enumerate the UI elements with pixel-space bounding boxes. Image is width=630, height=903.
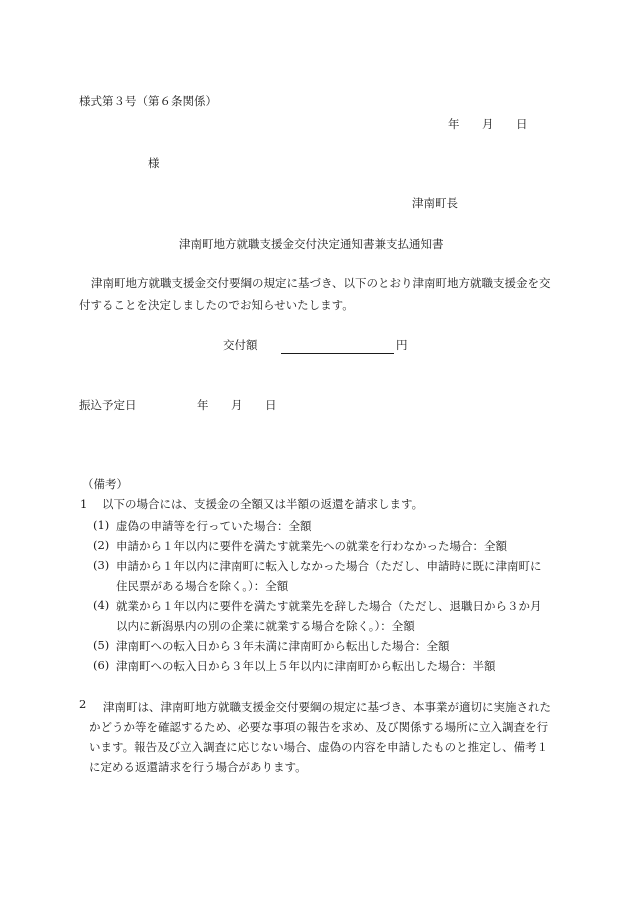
transfer-day-label: 日 [265, 398, 277, 412]
issuer: 津南町長 [412, 196, 458, 210]
transfer-date-label: 振込予定日 [79, 398, 137, 412]
amount-label: 交付額 [223, 338, 258, 352]
subitem-6-text: 津南町への転入日から３年以上５年以内に津南町から転出した場合：半額 [116, 659, 496, 673]
document-title: 津南町地方就職支援金交付決定通知書兼支払通知書 [179, 237, 444, 251]
amount-underline [281, 353, 394, 354]
subitem-6-number: (6) [93, 658, 110, 672]
subitem-4-number: (4) [93, 598, 110, 612]
subitem-2-text: 申請から１年以内に要件を満たす就業先への就業を行わなかった場合：全額 [116, 539, 507, 553]
recipient-suffix: 様 [148, 156, 160, 170]
subitem-5-number: (5) [93, 638, 110, 652]
subitem-5-text: 津南町への転入日から３年未満に津南町から転出した場合：全額 [116, 639, 450, 653]
transfer-year-label: 年 [197, 398, 209, 412]
subitem-3-text-line-2: 住民票がある場合を除く。）：全額 [116, 579, 289, 593]
subitem-3-text-line-1: 申請から１年以内に津南町に転入しなかった場合（ただし、申請時に既に津南町に [116, 559, 542, 573]
intro-paragraph: 津南町地方就職支援金交付要綱の規定に基づき、以下のとおり津南町地方就職支援金を交付することを決定しましたのでお知らせいたします。 [79, 276, 551, 312]
subitem-1-text: 虚偽の申請等を行っていた場合：全額 [116, 519, 312, 533]
note-1-number: 1 [80, 497, 88, 511]
subitem-4-text-line-1: 就業から１年以内に要件を満たす就業先を辞した場合（ただし、退職日から３か月 [116, 599, 542, 613]
transfer-month-label: 月 [231, 398, 243, 412]
notes-heading: （備考） [82, 477, 128, 491]
subitem-4-text-line-2: 以内に新潟県内の別の企業に就業する場合を除く。）：全額 [116, 619, 415, 633]
amount-unit: 円 [396, 338, 408, 352]
date-year-label: 年 [448, 117, 460, 131]
note-2-number: 2 [79, 697, 87, 711]
subitem-2-number: (2) [93, 538, 110, 552]
date-month-label: 月 [482, 117, 494, 131]
subitem-1-number: (1) [93, 518, 110, 532]
subitem-3-number: (3) [93, 558, 110, 572]
form-number: 様式第３号（第６条関係） [79, 94, 217, 108]
note-2-text: 津南町は、津南町地方就職支援金交付要綱の規定に基づき、本事業が適切に実施されたかどうか等を確認するため、必要な事項の報告を求め、及び関係する場所に立入調査を行います。報告及び立入調査に応じない場合、虚偽の内容を申請したものと推定し、備考１に定める返還請求を行う場合があります。 [89, 700, 552, 774]
date-day-label: 日 [516, 117, 528, 131]
note-1-text: 以下の場合には、支援金の全額又は半額の返還を請求します。 [102, 497, 424, 511]
